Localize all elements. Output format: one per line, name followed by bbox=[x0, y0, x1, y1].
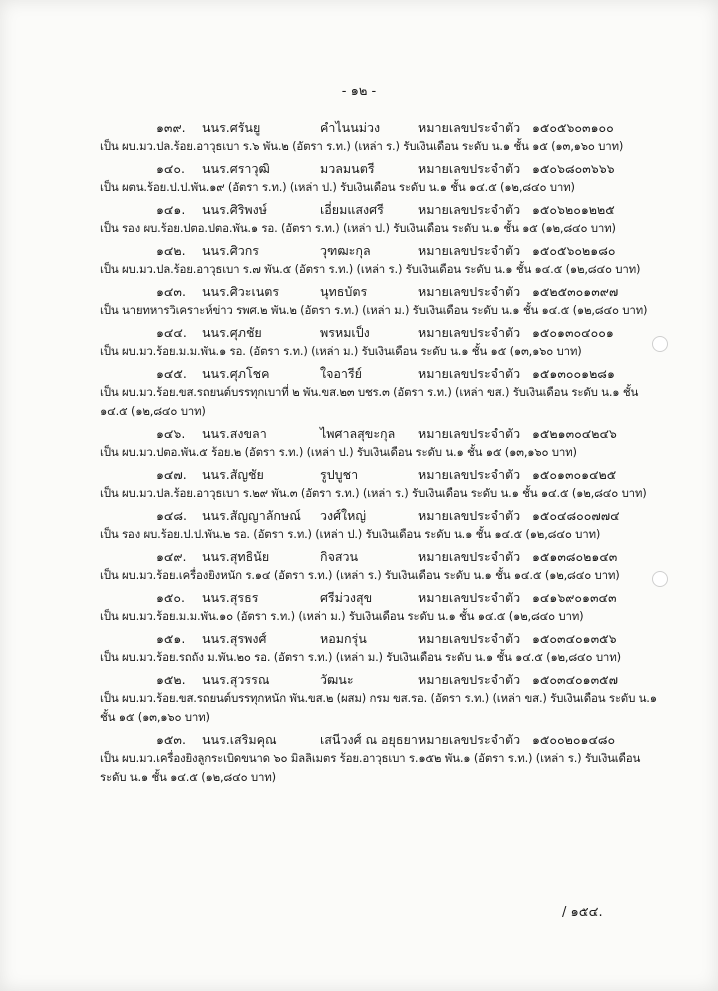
entry-id-label: หมายเลขประจำตัว bbox=[418, 325, 521, 340]
entry-surname: วัฒนะ bbox=[320, 672, 354, 687]
entry-number: ๑๔๓. bbox=[156, 284, 186, 299]
entry-surname: ไพศาลสุขะกุล bbox=[320, 426, 396, 441]
entry-number: ๑๔๙. bbox=[156, 549, 187, 564]
entry-description: เป็น รอง ผบ.ร้อย.ปตอ.ปตอ.พัน.๑ รอ. (อัตรา ร.ท.) (เหล่า ป.) รับเงินเดือน ระดับ น.๑ ชั้น ๑๕ (๑๒,๘๔๐ บาท) bbox=[100, 221, 616, 235]
entry-list bbox=[100, 118, 660, 790]
continuation-marker: / ๑๕๔. bbox=[562, 905, 603, 920]
entry-surname: คำไนนม่วง bbox=[320, 120, 381, 135]
entry-surname: วุฑฒะกุล bbox=[320, 243, 371, 258]
entry-id: ๑๕๐๖๘๐๓๖๖๖ bbox=[532, 161, 615, 176]
entry-surname: รูปบูชา bbox=[320, 467, 359, 482]
list-item bbox=[100, 629, 660, 667]
list-item bbox=[100, 364, 660, 421]
entry-name: นนร.สุวรรณ bbox=[202, 672, 270, 687]
entry-id: ๑๕๐๑๓๐๑๔๒๕ bbox=[532, 467, 617, 482]
entry-number: ๑๕๑. bbox=[156, 631, 186, 646]
entry-name: นนร.ศราวุฒิ bbox=[202, 161, 270, 176]
entry-number: ๑๕๐. bbox=[156, 590, 185, 605]
list-item bbox=[100, 424, 660, 462]
entry-id: ๑๕๒๑๓๐๔๒๔๖ bbox=[532, 426, 617, 441]
entry-number: ๑๔๑. bbox=[156, 202, 186, 217]
entry-name: นนร.สุทธินัย bbox=[202, 549, 270, 564]
entry-id: ๑๕๐๑๓๐๔๐๐๑ bbox=[532, 325, 614, 340]
entry-surname: ใจอารีย์ bbox=[320, 366, 362, 381]
entry-id-label: หมายเลขประจำตัว bbox=[418, 202, 521, 217]
entry-number: ๑๓๙. bbox=[156, 120, 186, 135]
list-item bbox=[100, 118, 660, 156]
entry-surname: เสนีวงศ์ ณ อยุธยา bbox=[320, 732, 418, 747]
entry-id-label: หมายเลขประจำตัว bbox=[418, 120, 521, 135]
entry-surname: พรหมเป็ง bbox=[320, 325, 370, 340]
entry-number: ๑๕๒. bbox=[156, 672, 186, 687]
entry-id-label: หมายเลขประจำตัว bbox=[418, 631, 521, 646]
entry-description: เป็น รอง ผบ.ร้อย.ป.ป.พัน.๒ รอ. (อัตรา ร.ท.) (เหล่า ป.) รับเงินเดือน ระดับ น.๑ ชั้น ๑๔.๕ (๑๒,๘๔๐ บาท) bbox=[100, 527, 601, 541]
entry-name: นนร.ศุภโชค bbox=[202, 366, 270, 381]
list-item bbox=[100, 159, 660, 197]
entry-id-label: หมายเลขประจำตัว bbox=[418, 732, 521, 747]
list-item bbox=[100, 670, 660, 727]
entry-surname: วงศ์ใหญ่ bbox=[320, 508, 367, 523]
entry-description: เป็น ผบ.มว.ปตอ.พัน.๕ ร้อย.๒ (อัตรา ร.ท.) (เหล่า ป.) รับเงินเดือน ระดับ น.๑ ชั้น ๑๕ (๑๓,๑๖๐ บาท) bbox=[100, 445, 577, 459]
entry-id: ๑๕๐๓๔๐๑๓๕๗ bbox=[532, 672, 618, 687]
entry-id-label: หมายเลขประจำตัว bbox=[418, 426, 521, 441]
list-item bbox=[100, 465, 660, 503]
list-item bbox=[100, 506, 660, 544]
list-item bbox=[100, 730, 660, 787]
entry-number: ๑๔๕. bbox=[156, 366, 187, 381]
entry-number: ๑๔๐. bbox=[156, 161, 185, 176]
entry-name: นนร.สงขลา bbox=[202, 426, 267, 441]
entry-surname: ศรีม่วงสุข bbox=[320, 590, 373, 605]
entry-name: นนร.สุรธร bbox=[202, 590, 259, 605]
entry-number: ๑๔๘. bbox=[156, 508, 188, 523]
list-item bbox=[100, 547, 660, 585]
entry-description: เป็น ผบ.มว.ร้อย.ขส.รถยนต์บรรทุกเบาที่ ๒ พัน.ขส.๒๓ บชร.๓ (อัตรา ร.ท.) (เหล่า ขส.) รับเงินเดือน ระดับ น.๑ ชั้น ๑๔.๕ (๑๒,๘๔๐ บาท) bbox=[100, 385, 639, 418]
entry-description: เป็น ผบ.มว.ปล.ร้อย.อาวุธเบา ร.๖ พัน.๒ (อัตรา ร.ท.) (เหล่า ร.) รับเงินเดือน ระดับ น.๑ ชั้น ๑๕ (๑๓,๑๖๐ บาท) bbox=[100, 139, 624, 153]
entry-name: นนร.เสริมคุณ bbox=[202, 732, 277, 747]
entry-surname: เอี่ยมแสงศรี bbox=[320, 202, 384, 217]
list-item bbox=[100, 282, 660, 320]
list-item bbox=[100, 241, 660, 279]
entry-description: เป็น ผตน.ร้อย.ป.ป.พัน.๑๙ (อัตรา ร.ท.) (เหล่า ป.) รับเงินเดือน ระดับ น.๑ ชั้น ๑๔.๕ (๑๒,๘๔๐ บาท) bbox=[100, 180, 575, 194]
page-number: - ๑๒ - bbox=[341, 84, 377, 99]
entry-description: เป็น ผบ.มว.ร้อย.รถถัง ม.พัน.๒๐ รอ. (อัตรา ร.ท.) (เหล่า ม.) รับเงินเดือน ระดับ น.๑ ชั้น ๑๔.๕ (๑๒,๘๔๐ บาท) bbox=[100, 650, 621, 664]
entry-number: ๑๔๒. bbox=[156, 243, 186, 258]
entry-id-label: หมายเลขประจำตัว bbox=[418, 366, 521, 381]
entry-id-label: หมายเลขประจำตัว bbox=[418, 467, 521, 482]
entry-number: ๑๔๗. bbox=[156, 467, 187, 482]
entry-id-label: หมายเลขประจำตัว bbox=[418, 508, 521, 523]
entry-id-label: หมายเลขประจำตัว bbox=[418, 243, 521, 258]
entry-id: ๑๕๐๕๖๐๓๑๐๐ bbox=[532, 120, 614, 135]
entry-name: นนร.สุรพงศ์ bbox=[202, 631, 267, 646]
entry-description: เป็น ผบ.มว.ร้อย.ขส.รถยนต์บรรทุกหนัก พัน.ขส.๒ (ผสม) กรม ขส.รอ. (อัตรา ร.ท.) (เหล่า ขส.) รับเงินเดือน ระดับ น.๑ ชั้น ๑๕ (๑๓,๑๖๐ บาท) bbox=[100, 691, 657, 724]
entry-name: นนร.ศิวกร bbox=[202, 243, 260, 258]
entry-number: ๑๔๔. bbox=[156, 325, 187, 340]
entry-name: นนร.สัญชัย bbox=[202, 467, 264, 482]
list-item bbox=[100, 588, 660, 626]
entry-name: นนร.ศิวะเนตร bbox=[202, 284, 280, 299]
list-item bbox=[100, 323, 660, 361]
entry-id-label: หมายเลขประจำตัว bbox=[418, 672, 521, 687]
entry-description: เป็น นายทหารวิเคราะห์ข่าว รพศ.๒ พัน.๒ (อัตรา ร.ท.) (เหล่า ม.) รับเงินเดือน ระดับ น.๑ ชั้น ๑๔.๕ (๑๒,๘๔๐ บาท) bbox=[100, 303, 648, 317]
entry-id-label: หมายเลขประจำตัว bbox=[418, 549, 521, 564]
entry-id: ๑๕๐๖๒๐๑๒๒๕ bbox=[532, 202, 615, 217]
entry-id: ๑๕๑๓๐๐๑๒๘๑ bbox=[532, 366, 615, 381]
entry-surname: กิจสวน bbox=[320, 549, 359, 564]
entry-id: ๑๕๐๔๘๐๐๗๗๔ bbox=[532, 508, 620, 523]
entry-description: เป็น ผบ.มว.ปล.ร้อย.อาวุธเบา ร.๗ พัน.๕ (อัตรา ร.ท.) (เหล่า ร.) รับเงินเดือน ระดับ น.๑ ชั้น ๑๔.๕ (๑๒,๘๔๐ บาท) bbox=[100, 262, 641, 276]
entry-id-label: หมายเลขประจำตัว bbox=[418, 161, 521, 176]
entry-id-label: หมายเลขประจำตัว bbox=[418, 590, 521, 605]
entry-id: ๑๕๒๕๓๐๑๓๙๗ bbox=[532, 284, 619, 299]
entry-surname: หอมกรุ่น bbox=[320, 631, 367, 646]
entry-description: เป็น ผบ.มว.ปล.ร้อย.อาวุธเบา ร.๒๙ พัน.๓ (อัตรา ร.ท.) (เหล่า ร.) รับเงินเดือน ระดับ น.๑ ชั้น ๑๔.๕ (๑๒,๘๔๐ บาท) bbox=[100, 486, 647, 500]
entry-id: ๑๕๐๓๔๐๑๓๕๖ bbox=[532, 631, 617, 646]
entry-description: เป็น ผบ.มว.เครื่องยิงลูกระเบิดขนาด ๖๐ มิลลิเมตร ร้อย.อาวุธเบา ร.๑๕๒ พัน.๑ (อัตรา ร.ท.) (เหล่า ร.) รับเงินเดือน ระดับ น.๑ ชั้น ๑๔.๕ (๑๒,๘๔๐ บาท) bbox=[100, 751, 641, 784]
entry-id: ๑๕๑๓๘๐๒๑๔๓ bbox=[532, 549, 618, 564]
entry-name: นนร.ศุภชัย bbox=[202, 325, 262, 340]
entry-name: นนร.สัญญาลักษณ์ bbox=[202, 508, 301, 523]
entry-surname: นุทธบัตร bbox=[320, 284, 368, 299]
entry-number: ๑๔๖. bbox=[156, 426, 186, 441]
list-item bbox=[100, 200, 660, 238]
entry-id: ๑๕๐๕๖๐๒๑๘๐ bbox=[532, 243, 616, 258]
entry-surname: มวลมนตรี bbox=[320, 161, 375, 176]
entry-id: ๑๔๑๖๙๐๑๓๔๓ bbox=[532, 590, 617, 605]
entry-number: ๑๕๓. bbox=[156, 732, 186, 747]
entry-description: เป็น ผบ.มว.ร้อย.เครื่องยิงหนัก ร.๑๔ (อัตรา ร.ท.) (เหล่า ร.) รับเงินเดือน ระดับ น.๑ ชั้น ๑๔.๕ (๑๒,๘๔๐ บาท) bbox=[100, 568, 620, 582]
entry-id-label: หมายเลขประจำตัว bbox=[418, 284, 521, 299]
entry-name: นนร.ศิริพงษ์ bbox=[202, 202, 268, 217]
entry-name: นนร.ศรันยู bbox=[202, 120, 261, 135]
entry-id: ๑๕๐๐๒๐๑๔๘๐ bbox=[532, 732, 616, 747]
entry-description: เป็น ผบ.มว.ร้อย.ม.ม.พัน.๑ รอ. (อัตรา ร.ท.) (เหล่า ม.) รับเงินเดือน ระดับ น.๑ ชั้น ๑๕ (๑๓,๑๖๐ บาท) bbox=[100, 344, 582, 358]
entry-description: เป็น ผบ.มว.ร้อย.ม.ม.พัน.๑๐ (อัตรา ร.ท.) (เหล่า ม.) รับเงินเดือน ระดับ น.๑ ชั้น ๑๔.๕ (๑๒,๘๔๐ บาท) bbox=[100, 609, 584, 623]
